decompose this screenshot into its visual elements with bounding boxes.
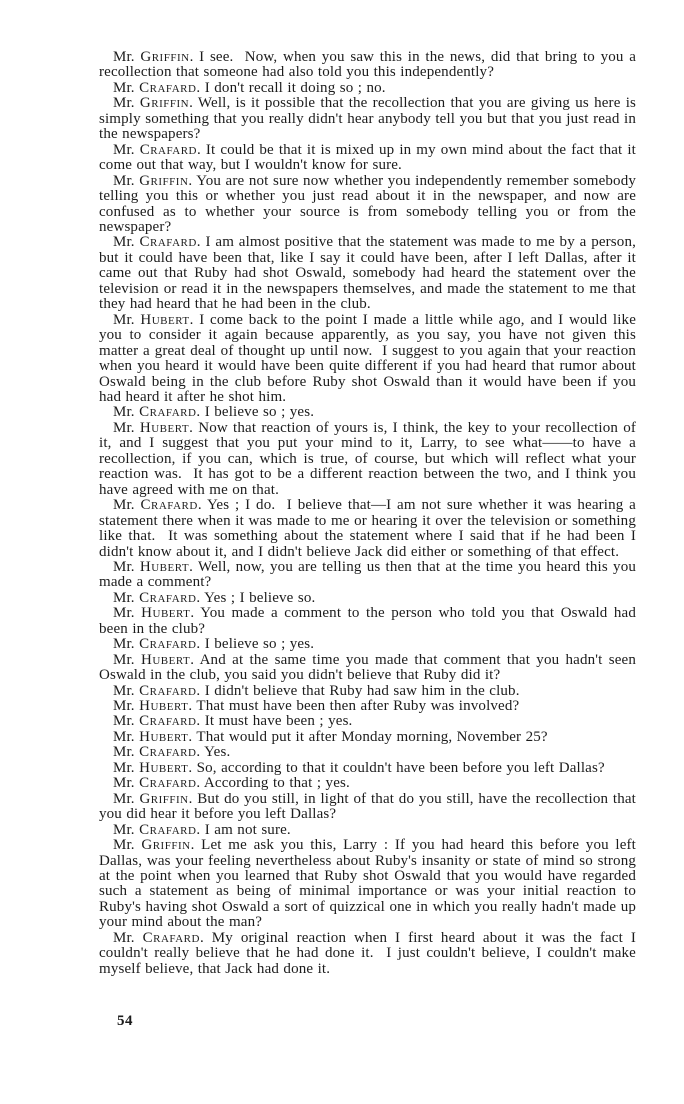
speaker-surname: Hubert (140, 651, 191, 668)
speaker-surname: Griffin (141, 837, 191, 854)
speaker-name: Mr. Hubert. (113, 419, 194, 436)
speaker-name: Mr. Crafard. (113, 404, 201, 421)
speaker-surname: Crafard (139, 636, 197, 653)
speaker-name: Mr. Crafard. (113, 929, 204, 946)
transcript-paragraph: Mr. Griffin. You are not sure now whether you independently remember somebody telling you this or whether you just read about it in the newspaper, and now are confused as to whether your source is from somebody telling you or from the newspaper? (99, 172, 641, 235)
speaker-surname: Hubert (141, 605, 191, 622)
speaker-surname: Hubert (139, 558, 190, 575)
page-number: 54 (117, 1013, 133, 1029)
transcript-paragraph: Mr. Crafard. I don't recall it doing so ; no. (113, 79, 386, 96)
transcript-paragraph: Mr. Crafard. I believe so ; yes. (113, 636, 315, 653)
speaker-surname: Crafard (139, 821, 197, 838)
transcript-paragraph: Mr. Hubert. That must have been then after Ruby was involved? (113, 698, 520, 715)
speaker-surname: Crafard (139, 713, 197, 730)
speaker-surname: Crafard (139, 682, 197, 699)
transcript-paragraph: Mr. Crafard. According to that ; yes. (113, 775, 350, 792)
transcript-paragraph: Mr. Crafard. I didn't believe that Ruby had saw him in the club. (113, 682, 520, 699)
transcript-paragraph: Mr. Crafard. I believe so ; yes. (113, 404, 315, 421)
speaker-name: Mr. Griffin. (113, 837, 195, 854)
speaker-name: Mr. Crafard. (113, 821, 201, 838)
speaker-surname: Hubert (140, 311, 190, 328)
transcript-paragraph: Mr. Griffin. But do you still, in light of that do you still, have the recollection that you did hear it before you left Dallas? (99, 790, 641, 823)
speaker-surname: Hubert (139, 728, 189, 745)
speaker-surname: Crafard (142, 929, 200, 946)
speaker-surname: Hubert (139, 759, 189, 776)
speaker-surname: Crafard (139, 141, 197, 158)
speaker-name: Mr. Hubert. (113, 759, 193, 776)
speaker-name: Mr. Crafard. (113, 141, 201, 158)
speaker-name: Mr. Crafard. (113, 589, 201, 606)
speaker-name: Mr. Hubert. (113, 311, 194, 328)
speaker-surname: Crafard (139, 589, 197, 606)
speaker-surname: Griffin (139, 790, 189, 807)
transcript-paragraph: Mr. Crafard. It must have been ; yes. (113, 713, 353, 730)
transcript-paragraph: Mr. Crafard. It could be that it is mixed up in my own mind about the fact that it come out that way, but I wouldn't know for sure. (99, 141, 641, 174)
speaker-name: Mr. Griffin. (113, 95, 193, 112)
speaker-name: Mr. Hubert. (113, 605, 195, 622)
speaker-surname: Hubert (139, 419, 190, 436)
speaker-surname: Crafard (139, 234, 197, 251)
transcript-paragraph: Mr. Crafard. I am almost positive that the statement was made to me by a person, but it could have been that, like I say it could have been, after I left Dallas, after it came out that Ruby had shot Oswald, somebody had heard the statement over the television or read it in the newspapers themselves, and made the statement to me that they had heard that he had been in the club. (99, 234, 641, 313)
transcript-paragraph: Mr. Crafard. I am not sure. (113, 821, 291, 838)
transcript-paragraph: Mr. Crafard. Yes ; I do. I believe that—I am not sure whether it was hearing a statement there when it was made to me or hearing it over the television or something like that. It was something about the statement where I said that if he had been I didn't know about it, and I didn't believe Jack did either or something of that effect. (99, 497, 641, 560)
speaker-name: Mr. Hubert. (113, 651, 195, 668)
speaker-surname: Hubert (139, 698, 189, 715)
speaker-name: Mr. Griffin. (113, 49, 194, 65)
speaker-name: Mr. Hubert. (113, 558, 194, 575)
speaker-name: Mr. Crafard. (113, 713, 201, 730)
speaker-name: Mr. Hubert. (113, 728, 193, 745)
speaker-name: Mr. Crafard. (113, 744, 201, 761)
speaker-surname: Crafard (139, 79, 197, 96)
transcript-paragraph: Mr. Crafard. Yes. (113, 744, 231, 761)
speaker-surname: Griffin (140, 49, 190, 65)
speaker-name: Mr. Crafard. (113, 682, 201, 699)
speaker-surname: Crafard (139, 404, 197, 421)
transcript-paragraph: Mr. Crafard. My original reaction when I first heard about it was the fact I couldn't really believe that he had done it. I just couldn't believe, I couldn't make myself believe, that Jack had done it. (99, 929, 641, 977)
speaker-surname: Crafard (139, 744, 197, 761)
speaker-surname: Griffin (139, 172, 189, 189)
speaker-name: Mr. Griffin. (113, 172, 193, 189)
transcript-paragraph: Mr. Hubert. Now that reaction of yours is, I think, the key to your recollection of it, and I suggest that you put your mind to it, Larry, to see what——to have a recollection, if you can, which is true, of course, but which will reflect what your reaction was. It has got to be a different reaction between the two, and I think you have agreed with me on that. (99, 419, 641, 498)
speaker-name: Mr. Crafard. (113, 234, 201, 251)
speaker-name: Mr. Crafard. (113, 497, 202, 514)
transcript-paragraph: Mr. Griffin. Well, is it possible that the recollection that you are giving us here is simply something that you really didn't hear anybody tell you but that you just read in the newspapers? (99, 95, 641, 143)
speaker-surname: Crafard (139, 775, 197, 792)
speaker-name: Mr. Crafard. (113, 775, 201, 792)
transcript (99, 49, 641, 977)
transcript-paragraph: Mr. Griffin. Let me ask you this, Larry : If you had heard this before you left Dallas, was your feeling nevertheless about Ruby's insanity or state of mind so strong at the point when you learned that Ruby shot Oswald that you would have regarded such a statement as being of minimal importance or was your initial reaction to Ruby's having shot Oswald a sort of quizzical one in which you really hadn't made up your mind about the man? (99, 837, 641, 931)
speaker-name: Mr. Hubert. (113, 698, 193, 715)
transcript-paragraph: Mr. Hubert. I come back to the point I made a little while ago, and I would like you to consider it again because apparently, as you say, you have not given this matter a great deal of thought up until now. I suggest to you again that your reaction when you heard it would have been quite different if you had heard that rumor about Oswald being in the club before Ruby shot Oswald than it would have been if you had heard it after he shot him. (99, 311, 641, 405)
transcript-paragraph: Mr. Hubert. And at the same time you made that comment that you hadn't seen Oswald in the club, you said you didn't believe that Ruby did it? (99, 651, 641, 684)
speaker-surname: Griffin (139, 95, 190, 112)
transcript-paragraph: Mr. Hubert. Well, now, you are telling us then that at the time you heard this you made a comment? (99, 558, 641, 591)
speaker-name: Mr. Crafard. (113, 79, 201, 96)
transcript-paragraph: Mr. Hubert. That would put it after Monday morning, November 25? (113, 728, 548, 745)
transcript-paragraph: Mr. Griffin. I see. Now, when you saw this in the news, did that bring to you a recollection that someone had also told you this independently? (99, 49, 641, 81)
transcript-paragraph: Mr. Hubert. So, according to that it couldn't have been before you left Dallas? (113, 759, 605, 776)
transcript-paragraph: Mr. Hubert. You made a comment to the person who told you that Oswald had been in the club? (99, 605, 641, 637)
speaker-name: Mr. Crafard. (113, 636, 201, 653)
speaker-surname: Crafard (140, 497, 198, 514)
speaker-name: Mr. Griffin. (113, 790, 193, 807)
transcript-paragraph: Mr. Crafard. Yes ; I believe so. (113, 589, 316, 606)
